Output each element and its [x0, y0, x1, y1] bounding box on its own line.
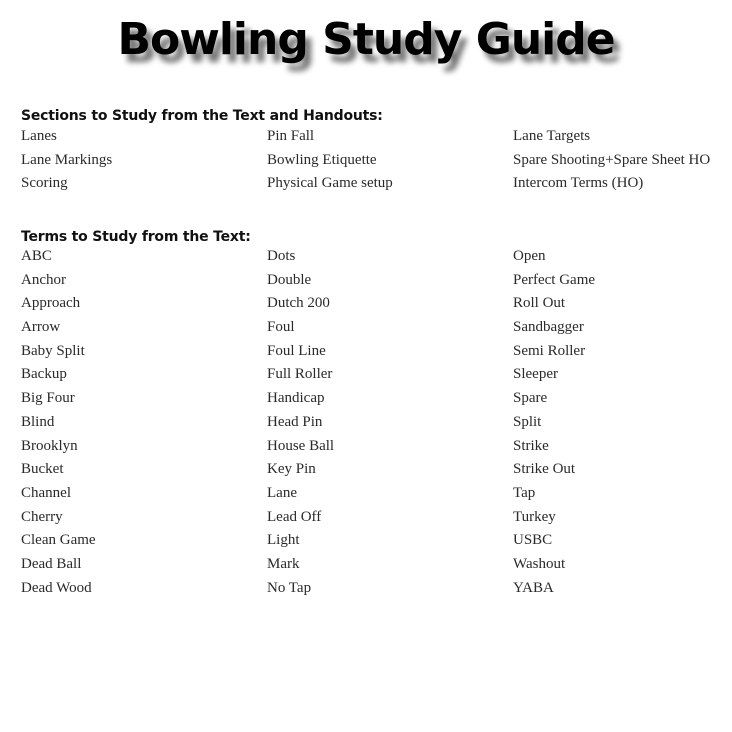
sections-row: [21, 152, 732, 176]
term-item: Strike: [513, 437, 549, 454]
term-item: Arrow: [21, 319, 61, 336]
section-item: Lane Targets: [513, 128, 591, 144]
section-item: Physical Game setup: [267, 175, 393, 192]
term-item: Lane: [267, 484, 297, 501]
term-item: Dots: [267, 248, 296, 264]
term-item: Dutch 200: [267, 295, 330, 312]
term-item: Foul: [267, 319, 295, 336]
term-item: Spare: [513, 390, 548, 407]
term-item: Clean Game: [21, 532, 96, 549]
term-item: Channel: [21, 484, 71, 501]
term-item: Lead Off: [267, 508, 322, 525]
term-item: USBC: [513, 532, 553, 549]
term-item: ABC: [21, 248, 52, 264]
term-item: Head Pin: [267, 413, 323, 430]
sections-row: [21, 128, 732, 152]
terms-heading: Terms to Study from the Text:: [21, 229, 251, 245]
term-item: Mark: [267, 555, 300, 572]
section-item: Intercom Terms (HO): [513, 175, 644, 192]
term-item: No Tap: [267, 579, 312, 596]
term-item: Foul Line: [267, 342, 326, 359]
term-item: Backup: [21, 366, 67, 383]
term-item: Turkey: [513, 508, 556, 525]
term-item: Double: [267, 271, 312, 288]
terms-row: [21, 532, 732, 556]
terms-row: [21, 556, 732, 580]
term-item: Handicap: [267, 390, 325, 407]
term-item: Blind: [21, 413, 55, 430]
term-item: Cherry: [21, 508, 63, 525]
term-item: Light: [267, 532, 300, 549]
term-item: Approach: [21, 295, 81, 312]
section-item: Spare Shooting+Spare Sheet HO: [513, 151, 711, 168]
term-item: Sleeper: [513, 366, 558, 383]
terms-row: [21, 319, 732, 343]
term-item: YABA: [513, 579, 554, 596]
term-item: Open: [513, 248, 546, 264]
term-item: Bucket: [21, 461, 64, 478]
term-item: Dead Ball: [21, 555, 82, 572]
terms-row: [21, 272, 732, 296]
section-item: Lane Markings: [21, 151, 113, 168]
terms-row: [21, 414, 732, 438]
terms-row: [21, 295, 732, 319]
term-item: Dead Wood: [21, 579, 92, 596]
term-item: Brooklyn: [21, 437, 78, 454]
term-item: Anchor: [21, 271, 66, 288]
term-item: Full Roller: [267, 366, 333, 383]
terms-list: [21, 248, 732, 603]
term-item: Split: [513, 413, 542, 430]
section-item: Bowling Etiquette: [267, 151, 377, 168]
terms-row: [21, 438, 732, 462]
term-item: Semi Roller: [513, 342, 586, 359]
sections-list: [21, 128, 732, 199]
term-item: House Ball: [267, 437, 335, 454]
term-item: Perfect Game: [513, 271, 596, 288]
terms-row: [21, 343, 732, 367]
term-item: Strike Out: [513, 461, 576, 478]
term-item: Roll Out: [513, 295, 566, 312]
terms-row: [21, 509, 732, 533]
sections-heading: Sections to Study from the Text and Handouts:: [21, 108, 383, 124]
term-item: Tap: [513, 484, 536, 501]
terms-row: [21, 390, 732, 414]
term-item: Washout: [513, 555, 566, 572]
page-title: Bowling Study Guide: [117, 14, 615, 65]
section-item: Pin Fall: [267, 128, 315, 144]
term-item: Baby Split: [21, 342, 85, 359]
term-item: Sandbagger: [513, 319, 584, 336]
section-item: Scoring: [21, 175, 68, 192]
terms-row: [21, 485, 732, 509]
term-item: Big Four: [21, 390, 75, 407]
sections-row: [21, 175, 732, 199]
section-item: Lanes: [21, 128, 57, 144]
terms-row: [21, 461, 732, 485]
terms-row: [21, 580, 732, 604]
terms-row: [21, 366, 732, 390]
term-item: Key Pin: [267, 461, 316, 478]
terms-row: [21, 248, 732, 272]
